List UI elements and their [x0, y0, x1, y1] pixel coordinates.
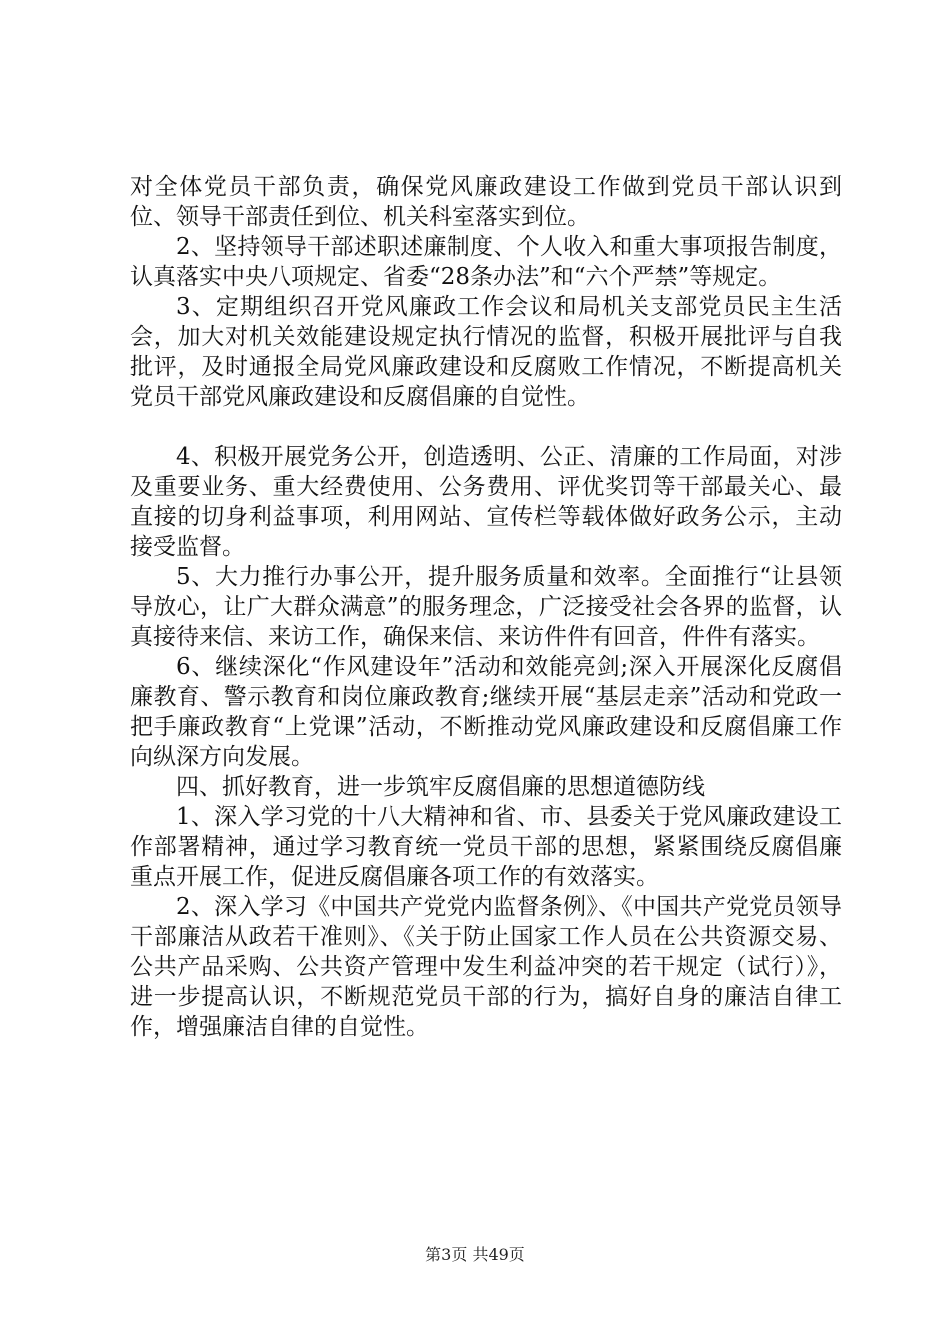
paragraph-section4-item-1: 1、深入学习党的十八大精神和省、市、县委关于党风廉政建设工作部署精神，通过学习教育统一党员干部的思想，紧紧围绕反腐倡廉重点开展工作，促进反腐倡廉各项工作的有效落实。	[130, 804, 842, 890]
paragraph-item-5: 5、大力推行办事公开，提升服务质量和效率。全面推行“让县领导放心，让广大群众满意”的服务理念，广泛接受社会各界的监督，认真接待来信、来访工作，确保来信、来访件件有回音，件件有落实。	[130, 564, 842, 650]
page-number-footer: 第3页 共49页	[425, 1245, 525, 1264]
paragraph-item-3: 3、定期组织召开党风廉政工作会议和局机关支部党员民主生活会，加大对机关效能建设规定执行情况的监督，积极开展批评与自我批评，及时通报全局党风廉政建设和反腐败工作情况，不断提高机关党员干部党风廉政建设和反腐倡廉的自觉性。	[130, 294, 842, 410]
section-heading-4: 四、抓好教育，进一步筑牢反腐倡廉的思想道德防线	[176, 774, 705, 800]
paragraph-item-6: 6、继续深化“作风建设年”活动和效能亮剑;深入开展深化反腐倡廉教育、警示教育和岗位廉政教育;继续开展“基层走亲”活动和党政一把手廉政教育“上党课”活动，不断推动党风廉政建设和反腐倡廉工作向纵深方向发展。	[130, 654, 842, 770]
paragraph-section4-item-2: 2、深入学习《中国共产党党内监督条例》、《中国共产党党员领导干部廉洁从政若干准则》、《关于防止国家工作人员在公共资源交易、公共产品采购、公共资产管理中发生利益冲突的若干规定（试行）》，进一步提高认识，不断规范党员干部的行为，搞好自身的廉洁自律工作，增强廉洁自律的自觉性。	[130, 894, 842, 1040]
paragraph-item-2: 2、坚持领导干部述职述廉制度、个人收入和重大事项报告制度，认真落实中央八项规定、省委“28条办法”和“六个严禁”等规定。	[130, 234, 842, 290]
paragraph-item-4: 4、积极开展党务公开，创造透明、公正、清廉的工作局面，对涉及重要业务、重大经费使用、公务费用、评优奖罚等干部最关心、最直接的切身利益事项，利用网站、宣传栏等载体做好政务公示，主动接受监督。	[130, 444, 842, 560]
paragraph-continuation: 对全体党员干部负责，确保党风廉政建设工作做到党员干部认识到位、领导干部责任到位、机关科室落实到位。	[130, 174, 842, 230]
document-body	[130, 172, 842, 1042]
